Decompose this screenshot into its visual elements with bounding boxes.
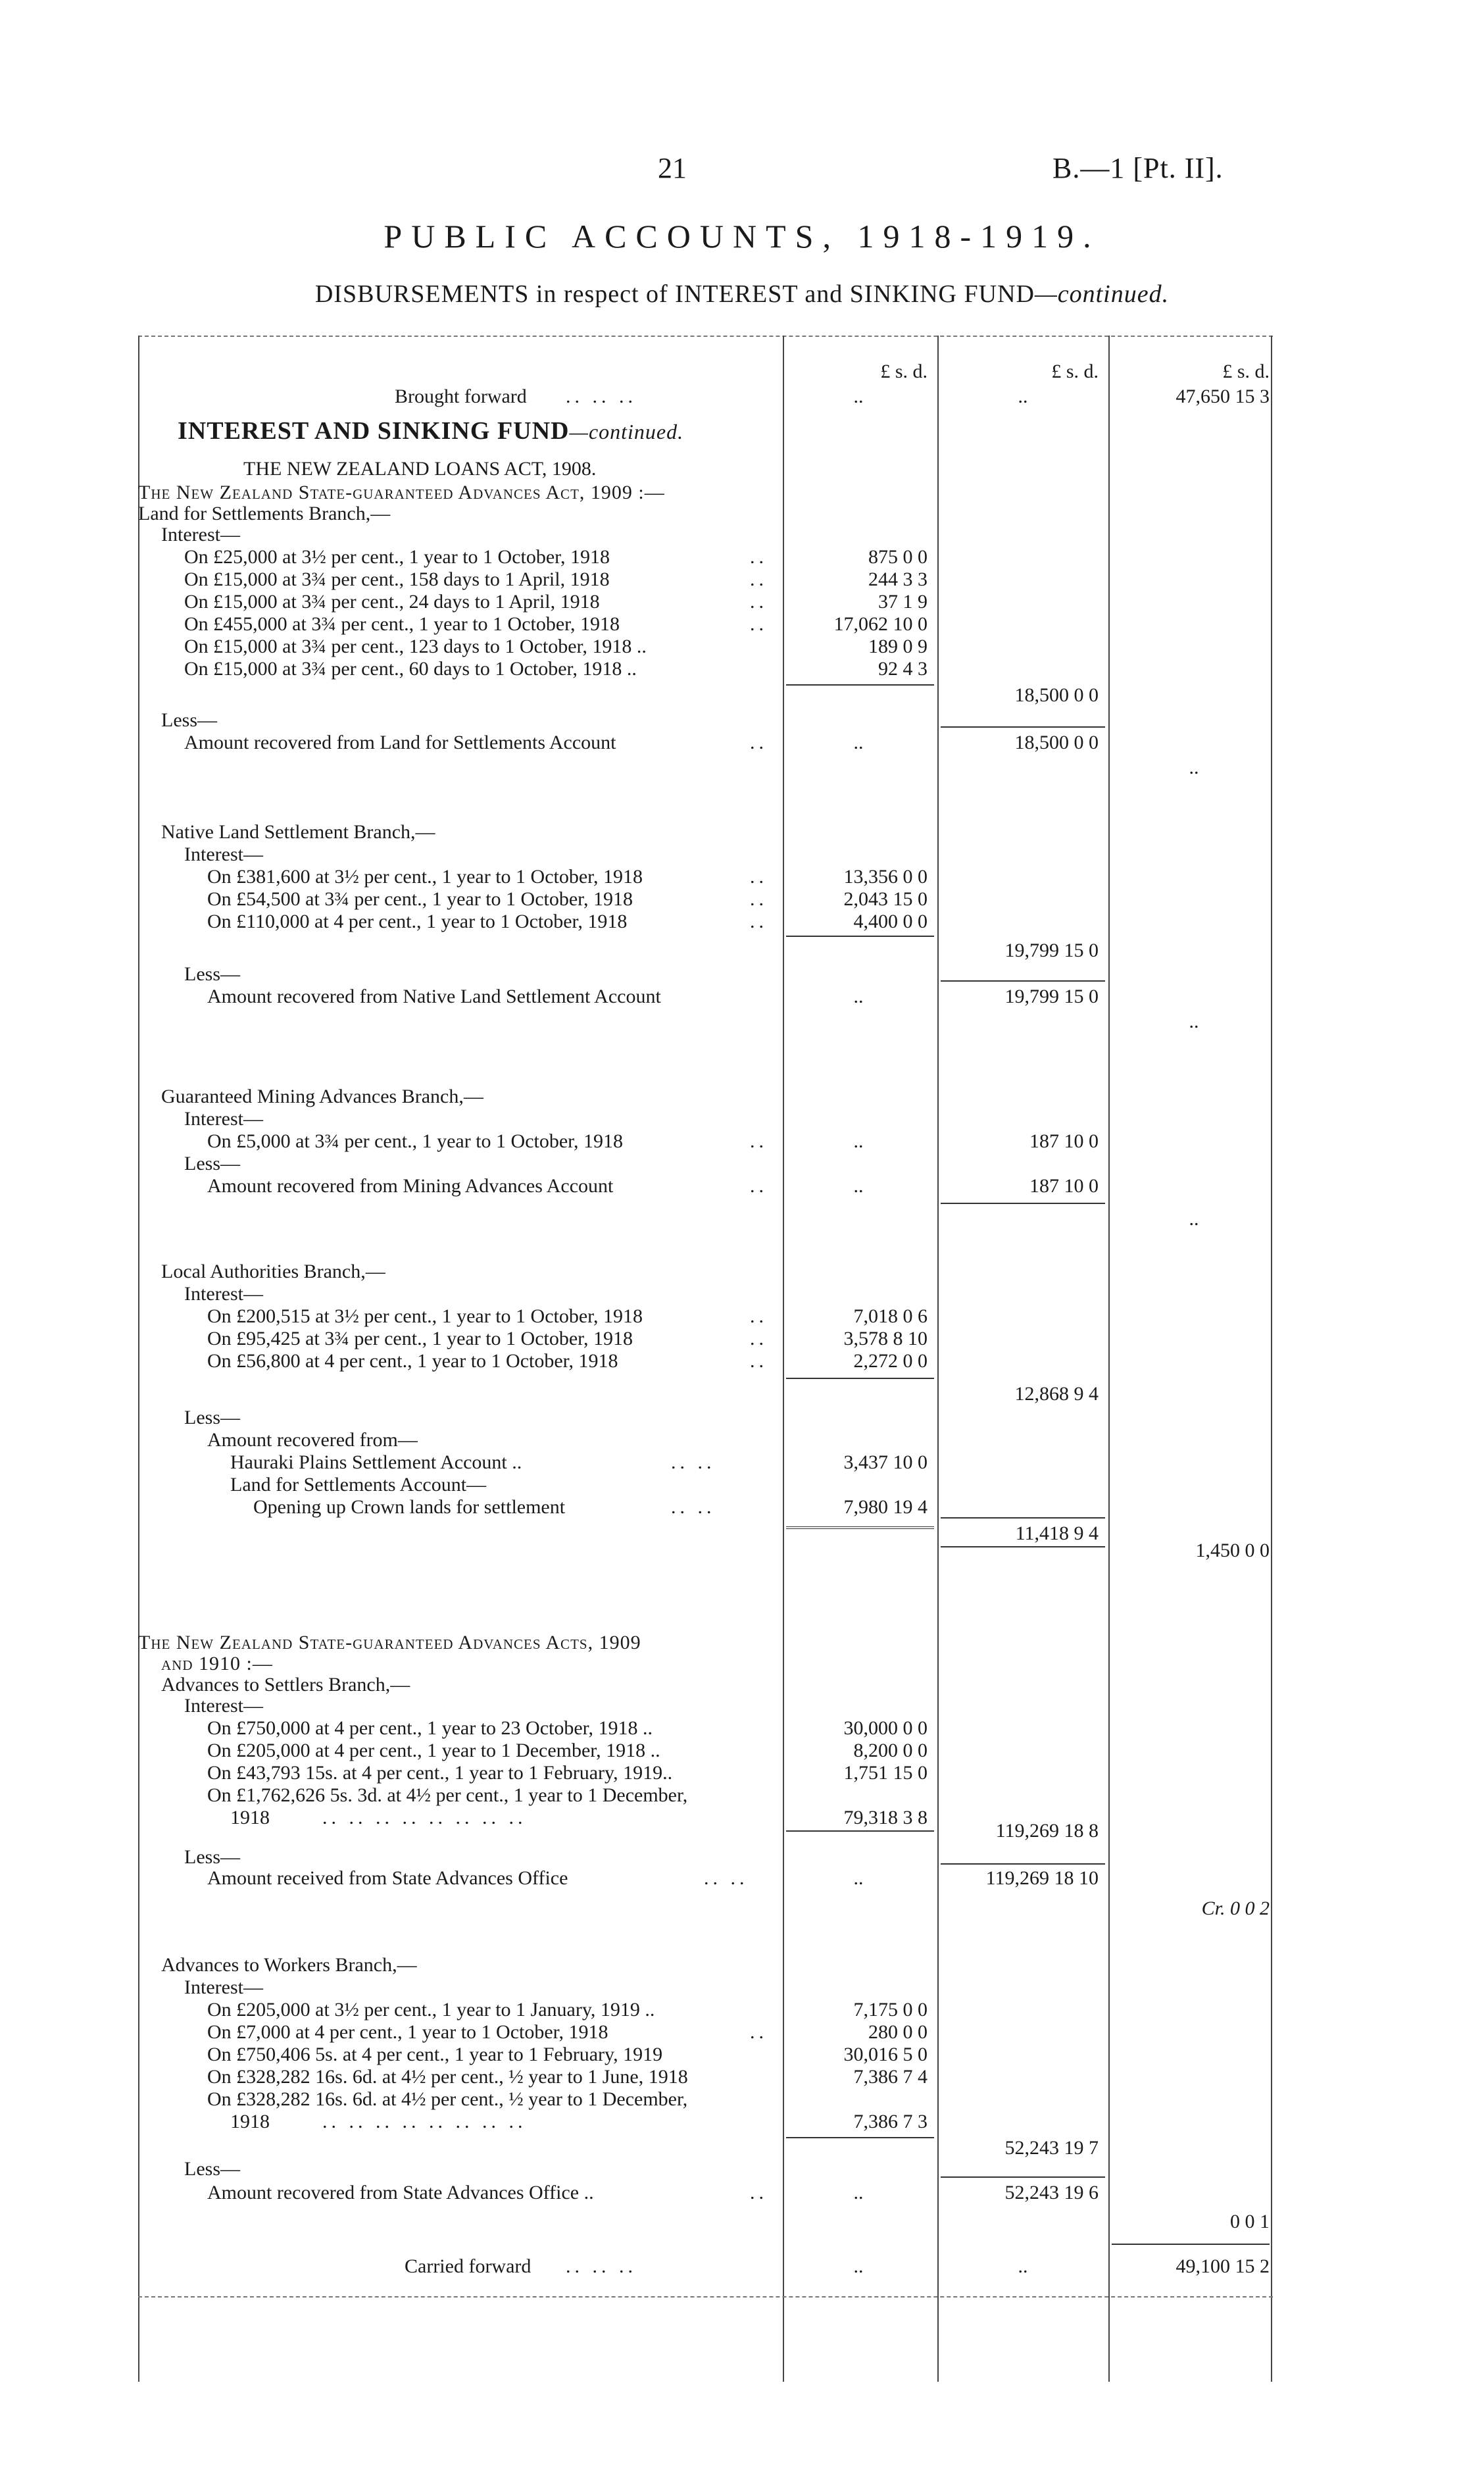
ats-line-amount: 8,200 0 0 [853, 1740, 928, 1761]
lss-interest-row [138, 524, 1273, 546]
nls-interest-row [138, 843, 1273, 866]
ats-net: Cr. 0 0 2 [1201, 1897, 1270, 1919]
lss-line-text: On £15,000 at 3¾ per cent., 123 days to 1 October, 1918 .. [184, 636, 647, 657]
subtitle-continued: —continued. [1034, 280, 1170, 308]
dot-leader: .. .. [671, 1451, 716, 1473]
atw-line-text: On £205,000 at 3½ per cent., 1 year to 1 January, 1919 .. [207, 1999, 655, 2021]
nls-recovered-c1: .. [853, 986, 864, 1007]
gma-net-row [138, 1208, 1273, 1230]
la-total: 12,868 9 4 [1014, 1383, 1099, 1405]
atw-net: 0 0 1 [1230, 2211, 1270, 2232]
ats-last-line-text: On £1,762,626 5s. 3d. at 4½ per cent., 1 year to 1 December, [207, 1784, 688, 1806]
subtitle-main: DISBURSEMENTS in respect of INTEREST and SINKING FUND [314, 280, 1035, 308]
ats-line-row [138, 1762, 1273, 1784]
page-number: 21 [658, 152, 687, 184]
dot-leader: .. [750, 1328, 768, 1349]
lss-line-row [138, 613, 1273, 636]
ats-line-text: On £43,793 15s. at 4 per cent., 1 year to 1 February, 1919.. [207, 1762, 673, 1784]
atw-line-amount: 7,175 0 0 [853, 1999, 928, 2021]
dot-leader: .. [750, 2021, 768, 2043]
ats-last-line-row [138, 1784, 1273, 1807]
lss-line-row [138, 591, 1273, 613]
column-headers [138, 361, 1273, 383]
la-interest-label: Interest— [184, 1283, 263, 1305]
nls-less-row [138, 963, 1273, 986]
act-1908-heading [138, 458, 1273, 480]
nls-title-row [138, 821, 1273, 843]
act-1910-line1: The New Zealand State-guaranteed Advances Acts, 1909 [138, 1632, 641, 1653]
gma-rule [941, 1203, 1105, 1204]
atw-last-line-year: 1918 [230, 2111, 270, 2132]
lss-interest-label: Interest— [161, 524, 240, 545]
dot-leader: .. [750, 1130, 768, 1152]
ledger-table [138, 336, 1273, 2158]
ledger-table-continued [138, 2158, 1273, 2448]
nls-net: .. [1189, 1011, 1199, 1032]
dot-leader: .. [750, 866, 768, 888]
lss-less-row [138, 709, 1273, 732]
atw-title-row [138, 1954, 1273, 1976]
dot-leader: .. .. .. [566, 386, 637, 407]
act-1910-heading [138, 1632, 1273, 1654]
ats-last-line-year: 1918 [230, 1807, 270, 1828]
act-1909-heading [138, 482, 1273, 504]
lss-line-amount: 37 1 9 [878, 591, 928, 613]
ats-interest-label: Interest— [184, 1695, 263, 1717]
nls-recovered-amount: 19,799 15 0 [1004, 986, 1099, 1007]
atw-recovered-text: Amount recovered from State Advances Office .. [207, 2182, 594, 2203]
nls-line-text: On £381,600 at 3½ per cent., 1 year to 1 October, 1918 [207, 866, 643, 888]
la-less-label: Less— [184, 1407, 240, 1428]
lss-total: 18,500 0 0 [1014, 684, 1099, 706]
lss-title: Land for Settlements Branch,— [138, 503, 391, 524]
dot-leader: .. [750, 613, 768, 635]
la-line-text: On £200,515 at 3½ per cent., 1 year to 1 October, 1918 [207, 1305, 643, 1327]
atw-line-amount: 280 0 0 [868, 2021, 928, 2043]
atw-line-text: On £7,000 at 4 per cent., 1 year to 1 October, 1918 [207, 2021, 608, 2043]
nls-subtotal-rule [786, 936, 934, 937]
nls-total: 19,799 15 0 [1004, 940, 1099, 961]
gma-recovered-c1: .. [853, 1175, 864, 1197]
gma-less-row [138, 1153, 1273, 1175]
la-opening-text: Opening up Crown lands for settlement [253, 1496, 566, 1518]
page-subtitle [0, 280, 1484, 309]
lss-line-amount: 92 4 3 [878, 658, 928, 680]
lss-line-text: On £15,000 at 3¾ per cent., 60 days to 1 October, 1918 .. [184, 658, 637, 680]
lss-rule [941, 726, 1105, 728]
dot-leader: .. [750, 1175, 768, 1197]
nls-total-row [138, 940, 1273, 962]
ats-title-row [138, 1674, 1273, 1696]
lss-line-amount: 17,062 10 0 [833, 613, 928, 635]
dot-leader: .. [750, 732, 768, 753]
brought-forward-c1: .. [853, 386, 864, 407]
section-heading [138, 417, 1273, 445]
lss-line-row [138, 546, 1273, 568]
gma-recovered-text: Amount recovered from Mining Advances Account [207, 1175, 614, 1197]
lss-line-amount: 189 0 9 [868, 636, 928, 657]
dot-leader: .. [750, 911, 768, 932]
atw-line-text: On £328,282 16s. 6d. at 4½ per cent., ½ year to 1 June, 1918 [207, 2066, 688, 2088]
la-line-amount: 7,018 0 6 [853, 1305, 928, 1327]
brought-forward-c2: .. [1018, 386, 1028, 407]
nls-net-row [138, 1011, 1273, 1033]
lss-net: .. [1189, 757, 1199, 778]
gma-line-c1: .. [853, 1130, 864, 1152]
nls-title: Native Land Settlement Branch,— [161, 821, 435, 843]
la-total-row [138, 1383, 1273, 1405]
atw-line-row [138, 2066, 1273, 2088]
gma-net: .. [1189, 1208, 1199, 1230]
la-net: 1,450 0 0 [1195, 1540, 1270, 1561]
la-net-row [138, 1540, 1273, 1562]
nls-line-amount: 2,043 15 0 [843, 888, 928, 910]
ats-line-row [138, 1740, 1273, 1762]
la-lsa-label: Land for Settlements Account— [230, 1474, 487, 1495]
brought-forward-row [138, 386, 1273, 408]
ats-interest-row [138, 1695, 1273, 1717]
col2-header: £ s. d. [1051, 361, 1099, 382]
atw-recovered-amount: 52,243 19 6 [1004, 2182, 1099, 2203]
lss-title-row [138, 503, 1273, 525]
lss-recovered-row [138, 732, 1273, 754]
ats-net-row [138, 1897, 1273, 1920]
gma-interest-label: Interest— [184, 1108, 263, 1130]
nls-line-text: On £54,500 at 3¾ per cent., 1 year to 1 October, 1918 [207, 888, 633, 910]
nls-line-amount: 13,356 0 0 [843, 866, 928, 888]
atw-recovered-c1: .. [853, 2182, 864, 2203]
atw-interest-row [138, 1976, 1273, 1999]
la-interest-row [138, 1283, 1273, 1305]
nls-less-label: Less— [184, 963, 240, 985]
lss-net-row [138, 757, 1273, 779]
la-line-row [138, 1350, 1273, 1372]
ats-last-line-amount: 79,318 3 8 [843, 1807, 928, 1828]
dot-leader: .. .. .. [566, 2255, 637, 2277]
nls-interest-label: Interest— [184, 843, 263, 865]
ats-total: 119,269 18 8 [995, 1820, 1099, 1842]
page-title: PUBLIC ACCOUNTS, 1918-1919. [383, 218, 1101, 255]
dot-leader: .. .. [704, 1867, 749, 1889]
atw-less-label: Less— [184, 2158, 240, 2180]
lss-less-label: Less— [161, 709, 217, 731]
ats-title: Advances to Settlers Branch,— [161, 1674, 410, 1696]
ats-rule [941, 1863, 1105, 1865]
act-1910-heading-2 [138, 1653, 1273, 1675]
atw-line-amount: 7,386 7 4 [853, 2066, 928, 2088]
la-hauraki-row [138, 1451, 1273, 1474]
lss-total-row [138, 684, 1273, 707]
gma-recovered-amount: 187 10 0 [1029, 1175, 1099, 1197]
la-lsa-row [138, 1474, 1273, 1496]
atw-title: Advances to Workers Branch,— [161, 1954, 417, 1976]
ats-line-text: On £750,000 at 4 per cent., 1 year to 23 October, 1918 .. [207, 1717, 653, 1739]
dot-leader: .. [750, 1350, 768, 1372]
dot-leader: .. [750, 591, 768, 613]
carried-forward-row [138, 2255, 1273, 2278]
dot-leader: .. [750, 1305, 768, 1327]
gma-interest-row [138, 1108, 1273, 1130]
document-reference: B.—1 [Pt. II]. [1052, 152, 1224, 184]
atw-rule [941, 2176, 1105, 2178]
dot-leader: .. .. .. .. .. .. .. .. [322, 2111, 527, 2132]
la-opening-row [138, 1496, 1273, 1519]
atw-line-text: On £750,406 5s. at 4 per cent., 1 year to 1 February, 1919 [207, 2044, 663, 2065]
nls-recovered-row [138, 986, 1273, 1008]
nls-line-row [138, 866, 1273, 888]
lss-line-amount: 875 0 0 [868, 546, 928, 568]
atw-last-line-row-2 [138, 2111, 1273, 2133]
carried-forward-label: Carried forward [405, 2255, 532, 2277]
nls-line-amount: 4,400 0 0 [853, 911, 928, 932]
section-heading-cont: —continued. [569, 420, 684, 443]
act-1908-text: THE NEW ZEALAND LOANS ACT, 1908. [243, 458, 597, 480]
la-opening-amount: 7,980 19 4 [843, 1496, 928, 1518]
brought-forward-c3: 47,650 15 3 [1175, 386, 1270, 407]
la-line-amount: 3,578 8 10 [843, 1328, 928, 1349]
la-line-text: On £95,425 at 3¾ per cent., 1 year to 1 October, 1918 [207, 1328, 633, 1349]
carried-forward-c3: 49,100 15 2 [1175, 2255, 1270, 2277]
ats-received-row [138, 1867, 1273, 1890]
gma-line-text: On £5,000 at 3¾ per cent., 1 year to 1 October, 1918 [207, 1130, 623, 1152]
la-title: Local Authorities Branch,— [161, 1261, 385, 1282]
lss-recovered-text: Amount recovered from Land for Settlements Account [184, 732, 616, 753]
la-line-amount: 2,272 0 0 [853, 1350, 928, 1372]
la-hauraki-text: Hauraki Plains Settlement Account .. [230, 1451, 522, 1473]
lss-line-text: On £15,000 at 3¾ per cent., 24 days to 1 April, 1918 [184, 591, 600, 613]
lss-recovered-amount: 18,500 0 0 [1014, 732, 1099, 753]
bottom-rule [138, 2296, 1273, 2300]
nls-line-text: On £110,000 at 4 per cent., 1 year to 1 October, 1918 [207, 911, 628, 932]
la-recovered-from-label: Amount recovered from— [207, 1429, 418, 1451]
carried-forward-c1: .. [853, 2255, 864, 2277]
atw-last-line-row [138, 2088, 1273, 2111]
la-rule [941, 1517, 1105, 1519]
col3-header: £ s. d. [1222, 361, 1270, 382]
la-line-text: On £56,800 at 4 per cent., 1 year to 1 October, 1918 [207, 1350, 618, 1372]
atw-total: 52,243 19 7 [1004, 2137, 1099, 2159]
la-recovered-from-row [138, 1429, 1273, 1451]
ats-less-label: Less— [184, 1846, 240, 1868]
la-hauraki-amount: 3,437 10 0 [843, 1451, 928, 1473]
atw-line-amount: 30,016 5 0 [843, 2044, 928, 2065]
gma-recovered-row [138, 1175, 1273, 1197]
nls-rule [941, 980, 1105, 982]
lss-line-text: On £15,000 at 3¾ per cent., 158 days to 1 April, 1918 [184, 568, 610, 590]
ats-received-amount: 119,269 18 10 [985, 1867, 1099, 1889]
gma-title-row [138, 1086, 1273, 1108]
nls-line-row [138, 911, 1273, 933]
gma-line-amount: 187 10 0 [1029, 1130, 1099, 1152]
la-title-row [138, 1261, 1273, 1283]
ats-line-text: On £205,000 at 4 per cent., 1 year to 1 December, 1918 .. [207, 1740, 660, 1761]
section-heading-main: INTEREST AND SINKING FUND [178, 417, 570, 445]
lss-line-row [138, 658, 1273, 680]
act-1910-line2: and 1910 :— [161, 1653, 273, 1674]
gma-line-row [138, 1130, 1273, 1153]
atw-line-row [138, 2044, 1273, 2066]
lss-line-row [138, 636, 1273, 658]
ats-less-row [138, 1846, 1273, 1869]
dot-leader: .. [750, 546, 768, 568]
la-line-row [138, 1305, 1273, 1328]
lss-line-text: On £25,000 at 3½ per cent., 1 year to 1 October, 1918 [184, 546, 610, 568]
atw-last-line-text: On £328,282 16s. 6d. at 4½ per cent., ½ year to 1 December, [207, 2088, 688, 2110]
carried-forward-rule [1112, 2244, 1270, 2245]
atw-line-row [138, 2021, 1273, 2044]
lss-line-row [138, 568, 1273, 591]
ats-total-row [138, 1820, 1273, 1842]
ats-line-row [138, 1717, 1273, 1740]
dot-leader: .. .. .. .. .. .. .. .. [322, 1807, 527, 1828]
atw-line-row [138, 1999, 1273, 2021]
la-less-row [138, 1407, 1273, 1429]
lss-line-text: On £455,000 at 3¾ per cent., 1 year to 1 October, 1918 [184, 613, 620, 635]
dot-leader: .. [750, 2182, 768, 2203]
atw-net-row [138, 2211, 1273, 2233]
col1-header: £ s. d. [880, 361, 928, 382]
la-recovered-total: 11,418 9 4 [1015, 1522, 1099, 1544]
nls-recovered-text: Amount recovered from Native Land Settlement Account [207, 986, 661, 1007]
la-subtotal-rule [786, 1378, 934, 1379]
dot-leader: .. .. [671, 1496, 716, 1518]
brought-forward-label: Brought forward [395, 386, 527, 407]
atw-last-line-amount: 7,386 7 3 [853, 2111, 928, 2132]
dot-leader: .. [750, 568, 768, 590]
atw-interest-label: Interest— [184, 1976, 263, 1998]
gma-less-label: Less— [184, 1153, 240, 1174]
gma-title: Guaranteed Mining Advances Branch,— [161, 1086, 483, 1107]
lss-line-amount: 244 3 3 [868, 568, 928, 590]
ats-line-amount: 1,751 15 0 [843, 1762, 928, 1784]
dot-leader: .. [750, 888, 768, 910]
la-line-row [138, 1328, 1273, 1350]
lss-recovered-c1: .. [853, 732, 864, 753]
atw-recovered-row [138, 2182, 1273, 2204]
ats-received-text: Amount received from State Advances Office [207, 1867, 568, 1889]
top-rule [138, 336, 1273, 337]
ats-line-amount: 30,000 0 0 [843, 1717, 928, 1739]
act-1909-text: The New Zealand State-guaranteed Advances Act, 1909 :— [138, 482, 665, 503]
ats-received-c1: .. [853, 1867, 864, 1889]
nls-line-row [138, 888, 1273, 911]
carried-forward-c2: .. [1018, 2255, 1028, 2277]
atw-total-row [138, 2137, 1273, 2159]
